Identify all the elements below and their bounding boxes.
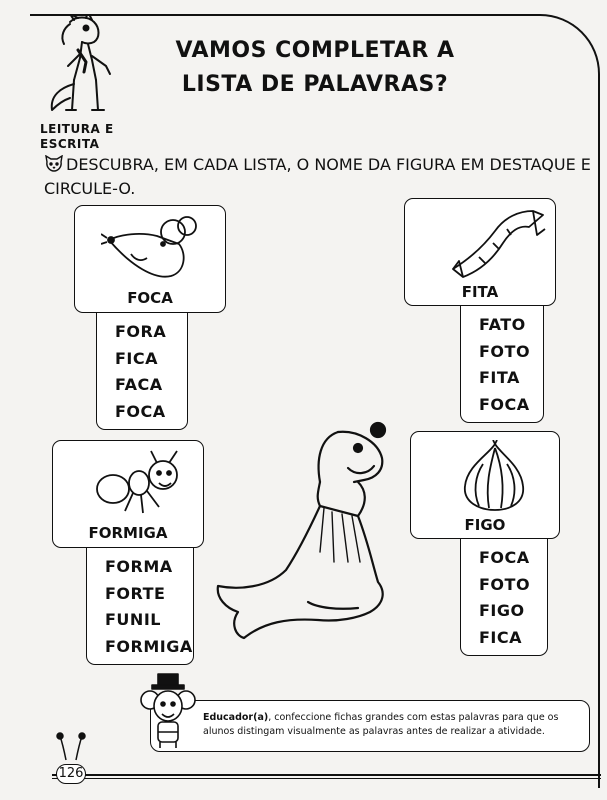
figure-word-2: FITA xyxy=(461,283,499,301)
word-list-3 xyxy=(86,548,194,665)
list-item[interactable]: FORA xyxy=(115,322,167,341)
section-label xyxy=(40,122,130,152)
horse-mascot-icon xyxy=(30,14,120,122)
figure-card-2 xyxy=(404,198,556,306)
cat-icon xyxy=(44,155,64,173)
section-label-line-1: LEITURA E xyxy=(40,122,114,136)
figure-word-1: FOCA xyxy=(127,289,173,307)
instruction-label: DESCUBRA, EM CADA LISTA, O NOME DA FIGURA EM DESTAQUE E CIRCULE-O. xyxy=(44,155,591,198)
title-line-2: LISTA DE PALAVRAS? xyxy=(181,72,449,97)
figure-word-4: FIGO xyxy=(464,516,506,534)
bottom-rule-thin xyxy=(52,778,601,779)
word-list-2 xyxy=(460,306,544,423)
list-item[interactable]: FIGO xyxy=(479,601,525,620)
onion-icon xyxy=(459,440,529,512)
list-item[interactable]: FOCA xyxy=(479,548,530,567)
title-line-1: VAMOS COMPLETAR A xyxy=(175,38,455,63)
list-item[interactable]: FOCA xyxy=(479,394,530,414)
seal-illustration-icon xyxy=(208,412,408,647)
list-item[interactable]: FOCA xyxy=(115,401,166,421)
list-item[interactable]: FUNIL xyxy=(105,610,161,629)
list-item[interactable]: FOTO xyxy=(479,341,531,361)
figure-word-3: FORMIGA xyxy=(88,524,168,542)
note-label: Educador(a) xyxy=(203,712,269,723)
mouse-head-icon xyxy=(101,214,201,284)
educator-note xyxy=(150,700,590,752)
section-label-line-2: ESCRITA xyxy=(40,137,100,151)
list-item[interactable]: FACA xyxy=(115,375,163,394)
bottom-rule xyxy=(52,774,601,776)
figure-card-4 xyxy=(410,431,560,539)
list-item[interactable]: FORMA xyxy=(105,557,173,576)
page-number: 126 xyxy=(56,764,86,784)
list-item[interactable]: FICA xyxy=(479,627,523,647)
list-item[interactable]: FORTE xyxy=(105,583,166,603)
figure-card-3 xyxy=(52,440,204,548)
note-text: , confeccione fichas grandes com estas palavras para que os alunos distingam visualmente as palavras antes de realizar a atividade. xyxy=(203,712,559,737)
instruction-text xyxy=(44,153,592,201)
word-list-1 xyxy=(96,313,188,430)
figure-card-1 xyxy=(74,205,226,313)
mouse-mascot-icon xyxy=(140,672,196,750)
list-item[interactable]: FATO xyxy=(479,315,526,334)
word-list-4 xyxy=(460,539,548,656)
page-title xyxy=(150,34,480,102)
bug-icon xyxy=(56,732,86,764)
ribbon-icon xyxy=(449,207,549,279)
list-item[interactable]: FITA xyxy=(479,368,520,387)
list-item[interactable]: FOTO xyxy=(479,574,531,594)
list-item[interactable]: FORMIGA xyxy=(105,636,193,656)
list-item[interactable]: FICA xyxy=(115,348,159,368)
ant-icon xyxy=(93,449,193,521)
